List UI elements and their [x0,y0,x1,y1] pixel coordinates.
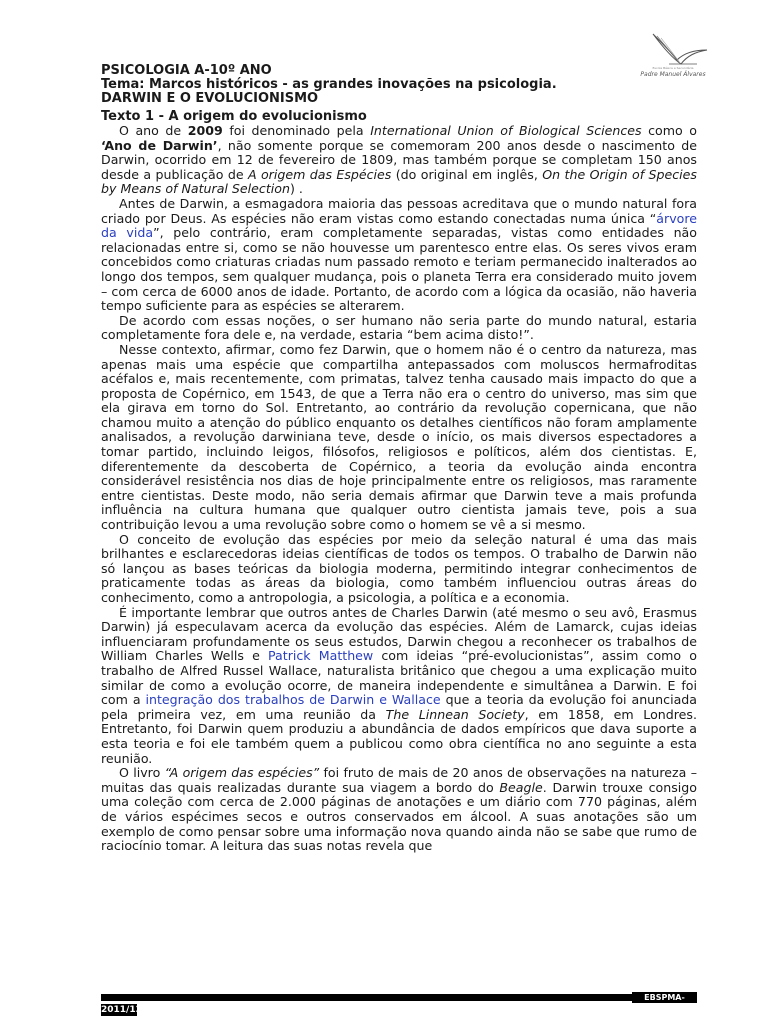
document-header [101,64,697,106]
subject-title: PSICOLOGIA A-10º ANO [101,63,272,78]
paragraph-4: Nesse contexto, afirmar, como fez Darwin, que o homem não é o centro da natureza, mas apenas mais uma espécie que compartilha antepassados com moluscos hermafroditas acéfalos e, mais recentemente, com primatas, talvez tenha causado mais impacto do que a proposta de Copérnico, em 1543, de que a Terra não era o centro do universo, mas sim que ela girava em torno do Sol. Entretanto, ao contrário da revolução copernicana, que não chamou muito a atenção do público enquanto os detalhes científicos não foram amplamente analisados, a revolução darwiniana teve, desde o início, os mais diversos espectadores a tomar partido, incluindo leigos, filósofos, religiosos e políticos, além dos cientistas. E, diferentemente da descoberta de Copérnico, a teoria da evolução ainda encontra considerável resistência nos dias de hoje principalmente entre os religiosos, mas raramente entre cientistas. Deste modo, não seria demais afirmar que Darwin teve a mais profunda influência na cultura humana que qualquer outro cientista jamais teve, pois a sua contribuição levou a uma revolução sobre como o homem se vê a si mesmo. [101,341,697,533]
section-title: Texto 1 - A origem do evolucionismo [101,109,367,124]
paragraph-3: De acordo com essas noções, o ser humano não seria parte do mundo natural, estaria completamente fora dele e, na verdade, estaria “bem acima disto!”. [101,312,697,343]
school-logo [633,30,713,86]
link-integracao-darwin-wallace[interactable]: integração dos trabalhos de Darwin e Wallace [145,692,441,708]
paragraph-1: O ano de 2009 foi denominado pela International Union of Biological Sciences como o ‘Ano de Darwin’, não somente porque se comemoram 200 anos desde o nascimento de Darwin, ocorrido em 12 de fevereiro de 1809, mas também porque se completam 150 anos desde a publicação de A origem das Espécies (do original em inglês, On the Origin of Species by Means of Natural Selection) . [101,123,697,197]
bird-icon [633,30,713,70]
theme-title: Tema: Marcos históricos - as grandes inovações na psicologia. [101,77,557,92]
paragraph-6: É importante lembrar que outros antes de Charles Darwin (até mesmo o seu avô, Erasmus Darwin) já especulavam acerca da evolução das espécies. Além de Lamarck, cujas ideias influenciaram profundamente os seus estudos, Darwin chegou a reconhecer os trabalhos de William Charles Wells e Patrick Matthew com ideias “pré-evolucionistas”, assim como o trabalho de Alfred Russel Wallace, naturalista britânico que chegou a uma explicação muito similar de como a evolução ocorre, de maneira independente e simultânea a Darwin. E foi com a integração dos trabalhos de Darwin e Wallace que a teoria da evolução foi anunciada pela primeira vez, em uma reunião da The Linnean Society, em 1858, em Londres. Entretanto, foi Darwin quem produziu a abundância de dados empíricos que dava suporte a esta teoria e foi ele também quem a publicou como obra científica no ano seguinte a esta reunião. [101,604,697,766]
paragraph-7: O livro “A origem das espécies” foi fruto de mais de 20 anos de observações na natureza – muitas das quais realizadas durante sua viagem a bordo do Beagle. Darwin trouxe consigo uma coleção com cerca de 2.000 páginas de anotações e um diário com 770 páginas, além de vários espécimes secos e outros conservados em álcool. A suas anotações são um exemplo de como pensar sobre uma informação nova quando ainda não se sabe que rumo de raciocínio tomar. A leitura das suas notas revela que [101,765,697,854]
paragraph-5: O conceito de evolução das espécies por meio da seleção natural é uma das mais brilhantes e esclarecedoras ideias científicas de todos os tempos. O trabalho de Darwin não só lançou as bases teóricas da biologia moderna, permitindo integrar conhecimentos de praticamente todas as áreas da biologia, como também influenciou outras áreas do conhecimento, como a antropologia, a psicologia, a política e a economia. [101,531,697,605]
document-body [101,109,697,854]
footer-year: 2011/12 [101,1005,142,1015]
paragraph-2: Antes de Darwin, a esmagadora maioria das pessoas acreditava que o mundo natural fora criado por Deus. As espécies não eram vistas como estando conectadas numa única “árvore da vida”, pelo contrário, eram completamente separadas, vistas como entidades não relacionadas entre si, como se não houvesse um parentesco entre elas. Os seres vivos eram concebidos como criaturas criadas num passado remoto e teriam permanecido inalterados ao longo dos tempos, sem qualquer mudança, pois o planeta Terra era considerado muito jovem – com cerca de 6000 anos de idade. Portanto, de acordo com a lógica da ocasião, não haveria tempo suficiente para as espécies se alterarem. [101,195,697,314]
topic-title: DARWIN E O EVOLUCIONISMO [101,91,319,106]
link-patrick-matthew[interactable]: Patrick Matthew [268,648,374,664]
footer-bar [101,994,697,1001]
logo-caption: Padre Manuel Álvares [640,71,706,78]
footer-school-code: EBSPMA- [632,992,697,1003]
logo-subcaption: Escola Básica e Secundária [652,66,694,70]
link-arvore-da-vida[interactable]: árvore da vida [101,210,697,241]
